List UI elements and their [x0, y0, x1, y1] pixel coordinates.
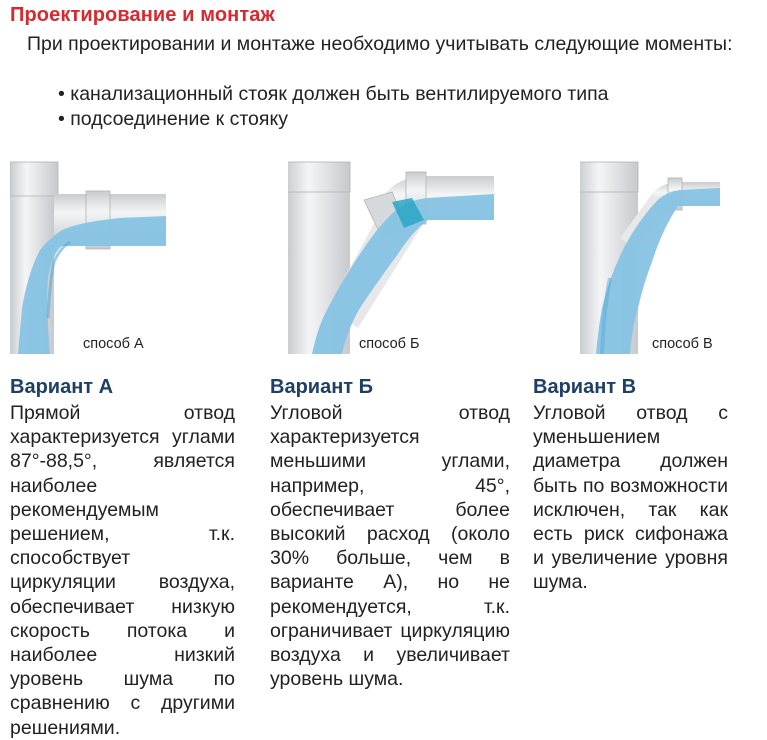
figure-caption-a: способ А: [83, 336, 144, 352]
bullet-item: • канализационный стояк должен быть вентилируемого типа: [58, 82, 609, 107]
pipe-illustration-a: [10, 158, 170, 354]
variant-c-description: Угловой отвод с уменьшением диаметра должен быть по возможности исключен, так как есть риск сифонажа и увеличение уровня шума.: [533, 402, 728, 594]
variant-b-title: Вариант Б: [270, 376, 374, 398]
pipe-illustration-b: [288, 158, 498, 354]
page-title: Проектирование и монтаж: [10, 4, 275, 26]
pipe-illustration-c: [580, 158, 730, 354]
variant-a-title: Вариант А: [10, 376, 114, 398]
bullet-item: • подсоединение к стояку: [58, 107, 609, 132]
variant-a-description: Прямой отвод характеризуется углами 87°-88,5°, является наиболее рекомендуемым решением, т.к. способствует циркуляции воздуха, обеспечивает низкую скорость потока и наиболее низкий уровень шума по сравнению с другими решениями.: [10, 402, 235, 739]
figure-caption-b: способ Б: [359, 336, 420, 352]
intro-text: При проектировании и монтаже необходимо учитывать следующие моменты:: [27, 33, 733, 55]
variant-c-title: Вариант В: [533, 376, 637, 398]
variant-b-description: Угловой отвод характеризуется меньшими углами, например, 45°, обеспечивает более высокий расход (около 30% больше, чем в варианте А), но не рекомендуется, т.к. ограничивает циркуляцию воздуха и увеличивает уровень шума.: [270, 402, 510, 691]
bullet-list: [58, 82, 609, 132]
figure-caption-c: способ В: [652, 336, 713, 352]
